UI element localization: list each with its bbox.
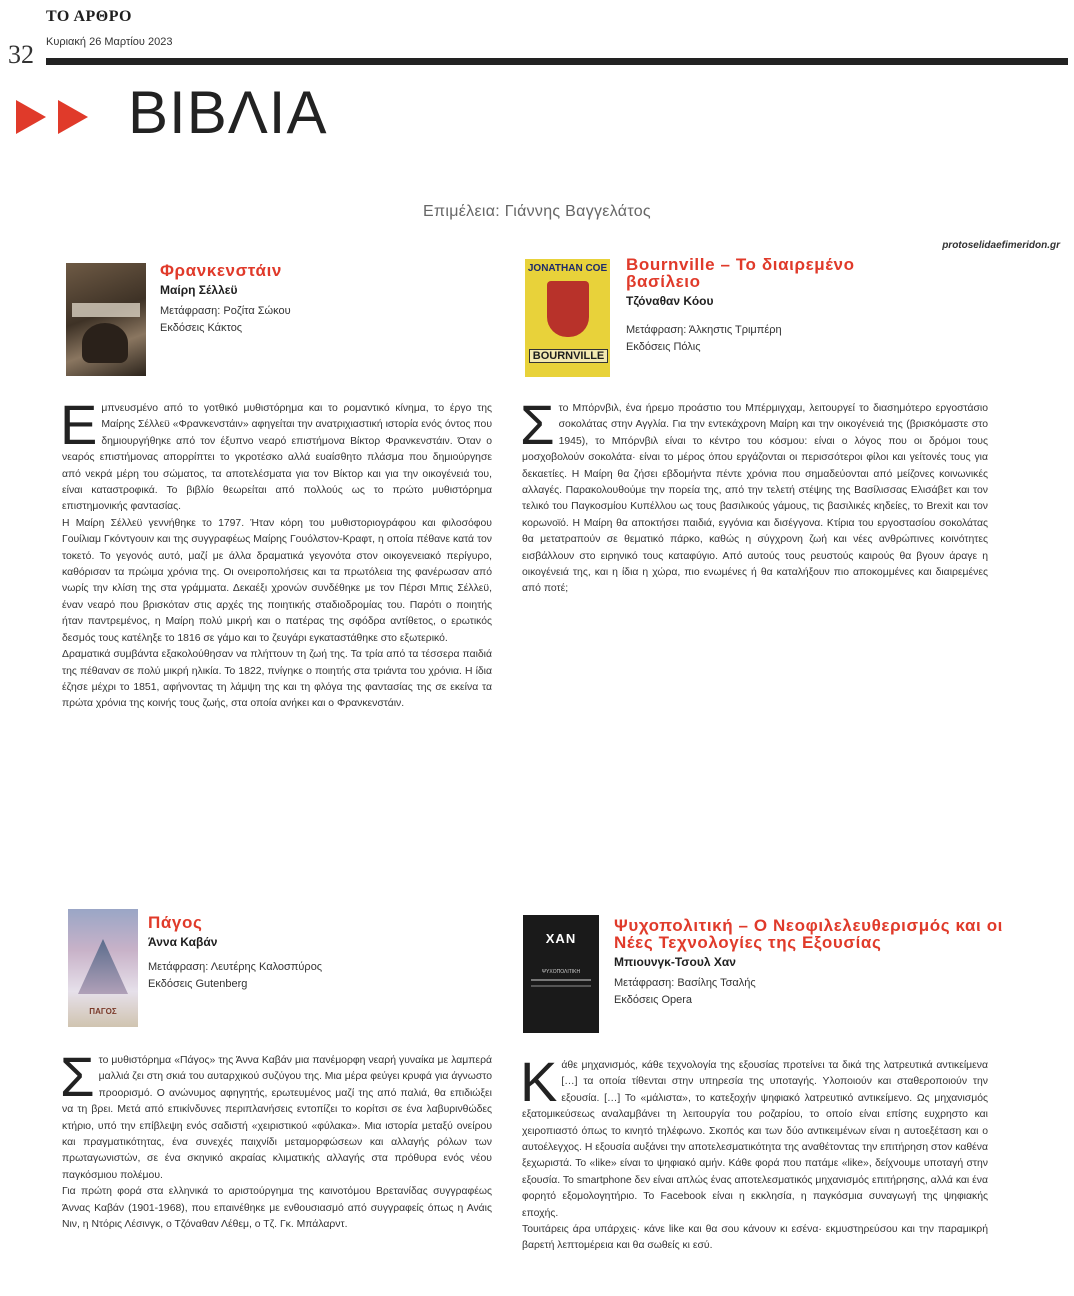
review-paragraph: μπνευσμένο από το γοτθικό μυθιστόρημα και το ρομαντικό κίνημα, το έργο της Μαίρης Σέλλεϋ «Φρανκενστάιν» αφηγείται την ανατριχιαστική ιστορία ενός όντος που δημιουργήθηκε από τον έξυπνο νεαρό επιστήμονα Βίκτορ Φρανκενστάιν. Όταν ο νεαρός επιστήμονας απορρίπτει το γκροτέσκο αλλά ευαίσθητο πλάσμα που δημιούργησε από νεκρά μέρη του σώματος, τα αποτελέσματα για τον Βίκτορ και για την οικογένειά του, είναι καταστροφικά. Το βιβλίο θεωρείται από πολλούς ως το πρώτο μυθιστόρημα επιστημονικής φαντασίας. <box>62 403 492 513</box>
book-translation: Μετάφραση: Βασίλης Τσαλής <box>614 977 756 989</box>
editor-credit: Επιμέλεια: Γιάννης Βαγγελάτος <box>423 203 651 220</box>
section-arrows-icon <box>16 100 96 134</box>
book-review-frankenstein <box>60 393 492 713</box>
book-translation: Μετάφραση: Άλκηστις Τριμπέρη <box>626 324 782 336</box>
book-title: Ψυχοπολιτική – Ο Νεοφιλελευθερισμός και οι Νέες Τεχνολογίες της Εξουσίας <box>614 916 1004 952</box>
issue-date: Κυριακή 26 Μαρτίου 2023 <box>46 36 173 48</box>
book-title: Bournville – Το διαιρεμένο βασίλειο <box>626 255 855 291</box>
review-paragraph: το μυθιστόρημα «Πάγος» της Άννα Καβάν μια πανέμορφη νεαρή γυναίκα με λαμπερά μαλλιά ζει στη σκιά του αυταρχικού συζύγου της. Μια μέρα φεύγει κρυφά για άγνωστο προορισμό. Ο ανώνυμος αφηγητής, ερωτευμένος μαζί της από παλιά, θα επιδιώξει να τη βρει. Μετά από επικίνδυνες περιπλανήσεις εντοπίζει το κορίτσι σε ένα λαβυρινθώδες κτήριο, υπό την επίβλεψη ενός σαδιστή «χειριστικού «φύλακα». Μια ιστορία μεταξύ ονείρου και πραγματικότητας, ένα συνεχές παιχνίδι μεταμορφώσεων και αλλαγής ρόλων των πρωταγωνιστών, σε ένα σκηνικό ακραίας κλιματικής αλλαγής στα πρόθυρα ενός νέου παγκόσμιου πολέμου. <box>62 1055 492 1181</box>
cover-author: JONATHAN COE <box>527 263 608 274</box>
book-review-psychopolitics <box>520 1050 988 1255</box>
masthead: ΤΟ ΑΡΘΡΟ <box>46 8 132 25</box>
drop-cap: Σ <box>60 1045 95 1108</box>
review-paragraph: Για πρώτη φορά στα ελληνικά το αριστούργημα της καινοτόμου Βρετανίδας συγγραφέως Άννας Καβάν (1901-1968), που επαινέθηκε με ενθουσιασμό από συγγραφείς όπως η Ανάις Νιν, η Ντόρις Λέσινγκ, ο Τζόναθαν Λέθεμ, ο Τζ. Γκ. Μπάλαρντ. <box>62 1186 492 1231</box>
book-publisher: Εκδόσεις Κάκτος <box>160 322 243 334</box>
book-info-frankenstein <box>160 262 500 337</box>
drop-cap: Κ <box>520 1050 558 1113</box>
book-translation: Μετάφραση: Λευτέρης Καλοσπύρος <box>148 961 323 973</box>
book-info-pagos <box>148 914 478 993</box>
drop-cap: Σ <box>520 393 555 456</box>
book-publisher: Εκδόσεις Opera <box>614 994 693 1006</box>
book-title: Φρανκενστάιν <box>160 261 282 280</box>
book-review-pagos <box>60 1045 492 1233</box>
book-publisher: Εκδόσεις Πόλις <box>626 341 701 353</box>
book-author: Άννα Καβάν <box>148 935 218 949</box>
book-author: Μαίρη Σέλλεϋ <box>160 283 238 297</box>
review-paragraph: άθε μηχανισμός, κάθε τεχνολογία της εξουσίας προτείνει τα δικά της λατρευτικά αντικείμενα […] τα οποία τίθενται στην υπηρεσία της υποταγής. Υλοποιούν και σταθεροποιούν την εξουσία. […] Το «μάλιστα», το κατεξοχήν ψηφιακό λατρευτικό αντικείμενο. Ως μηχανισμός εξατομικεύσεως αναλαμβάνει τη λειτουργία του ροζαρίου, το οποίο είναι επίσης ευχρηστο και χειροπιαστό όπως το κινητό τηλέφωνο. Σκοπός και των δύο αντικειμένων είναι η αυτοεξέταση και ο αυτοέλεγχος. Η εξουσία αυξάνει την αποτελεσματικότητα της αναθέτοντας την επιτήρηση στον καθένα ξεχωριστά. Το «like» είναι το ψηφιακό αμήν. Κάθε φορά που πατάμε «like», δείχνουμε υποταγή στην εξουσία. Το smartphone δεν είναι απλώς ένας αποτελεσματικός μηχανισμός επιτήρησης, αλλά και ένα φορητό εξομολογητήριο. Το Facebook είναι η εκκλησία, η παγκόσμια συναγωγή της ψηφιακής εποχής. <box>522 1060 988 1219</box>
book-info-psychopolitics <box>614 917 1014 1009</box>
cover-author: ΧΑΝ <box>545 931 577 946</box>
book-author: Τζόναθαν Κόου <box>626 294 714 308</box>
review-paragraph: Τουιτάρεις άρα υπάρχεις· κάνε like και θα σου κάνουν κι εσένα· εκμυστηρεύσου και την παραμικρή βαρετή λεπτομέρεια και θα σωθείς κι εσύ. <box>522 1224 988 1252</box>
cover-title: BOURNVILLE <box>529 349 608 363</box>
book-info-bournville <box>626 256 926 356</box>
book-publisher: Εκδόσεις Gutenberg <box>148 978 248 990</box>
section-title: ΒΙΒΛΙΑ <box>128 79 328 146</box>
book-cover-pagos <box>68 909 138 1027</box>
source-watermark: protoselidaefimeridon.gr <box>942 240 1060 251</box>
book-author: Μπιουνγκ-Τσουλ Χαν <box>614 955 736 969</box>
cover-title: ΠΑΓΟΣ <box>89 1007 117 1016</box>
book-title: Πάγος <box>148 913 203 932</box>
book-review-bournville <box>520 393 988 598</box>
book-translation: Μετάφραση: Ροζίτα Σώκου <box>160 305 291 317</box>
page-number: 32 <box>8 40 34 69</box>
book-cover-psychopolitics <box>523 915 599 1033</box>
cover-title: ΨΥΧΟΠΟΛΙΤΙΚΗ <box>541 969 581 975</box>
review-paragraph: Η Μαίρη Σέλλεϋ γεννήθηκε το 1797. Ήταν κόρη του μυθιστοριογράφου και φιλοσόφου Γουίλιαμ Γκόντγουιν και της συγγραφέως Μαίρης Γουόλστον-Κραφτ, η οποία πέθανε κατά τον τοκετό. Το γεγονός αυτό, μαζί με άλλα δραματικά γεγονότα στον οικογενειακό περίγυρο, καθόρισαν τα πρώιμα χρόνια της. Οι ονειροπολήσεις και τα πρωτόλεια της φανέρωσαν από νωρίς την κλίση της στα γράμματα. Δεκαέξι χρονών συνδέθηκε με τον Πέρσι Μπις Σέλλεϋ, έναν νεαρό που βρισκόταν στις αρχές της ποιητικής σταδιοδρομίας του. Παρότι ο ποιητής ήταν παντρεμένος, η Μαίρη πολύ μικρή και ο πατέρας της σφόδρα αντίθετος, ο ερωτικός δεσμός τους κατέληξε το 1816 σε γάμο και το ζευγάρι εγκαταστάθηκε στο εξωτερικό. <box>62 517 492 644</box>
drop-cap: Ε <box>60 393 98 456</box>
book-cover-frankenstein <box>66 263 146 376</box>
header-rule <box>46 58 1068 65</box>
review-paragraph: Δραματικά συμβάντα εξακολούθησαν να πλήττουν τη ζωή της. Τα τρία από τα τέσσερα παιδιά της πέθαναν σε πολύ μικρή ηλικία. Το 1822, πνίγηκε ο ποιητής στα τριάντα του χρόνια. Η ίδια έζησε μέχρι το 1851, αφήνοντας τη λάμψη της και τη φλόγα της φαντασίας της σε εκείνα τα πρώτα χρόνια της κοινής τους ζωής, στα οποία ανήκει και ο Φρανκενστάιν. <box>62 649 492 710</box>
book-cover-bournville <box>525 259 610 377</box>
review-paragraph: το Μπόρνβιλ, ένα ήρεμο προάστιο του Μπέρμιγχαμ, λειτουργεί το διασημότερο εργοστάσιο σοκολάτας στην Αγγλία. Για την εντεκάχρονη Μαίρη και την οικογένειά της (βρισκόμαστε στο 1945), το Μπόρνβιλ είναι το κέντρο του κόσμου: είναι ο λόγος που οι δρόμοι τους μοσχοβολούν σοκολάτα· είναι το μέρος όπου εργάζονται οι περισσότεροι φίλοι και γείτονές τους για δεκαετίες. Η Μαίρη θα ζήσει εβδομήντα πέντε χρόνια που σημαδεύονται από μείζονες κοινωνικές αλλαγές. Παρακολουθούμε την πορεία της, από την τελετή στέψης της Βασίλισσας Ελισάβετ και τον τελικό του Παγκοσμίου Κυπέλλου ως τους βασιλικούς γάμους, τις βασιλικές κηδείες, το Brexit και τον κορωνοϊό. Η Μαίρη θα αποκτήσει παιδιά, εγγόνια και δισέγγονα. Κτίρια του εργοστασίου σοκολάτας θα μετατραπούν σε θεματικό πάρκο, καθώς η σύγχρονη ζωή και νέες ανθρώπινες κοινότητες εισβάλλουν στο ειρηνικό τους καταφύγιο. Από αυτούς τους ρευστούς καιρούς θα βγουν άραγε η οικογένειά της, και η ίδια η χώρα, πιο ενωμένες ή θα καταλήξουν πιο αποκομμένες και διαιρεμένες από ποτέ; <box>522 403 988 595</box>
